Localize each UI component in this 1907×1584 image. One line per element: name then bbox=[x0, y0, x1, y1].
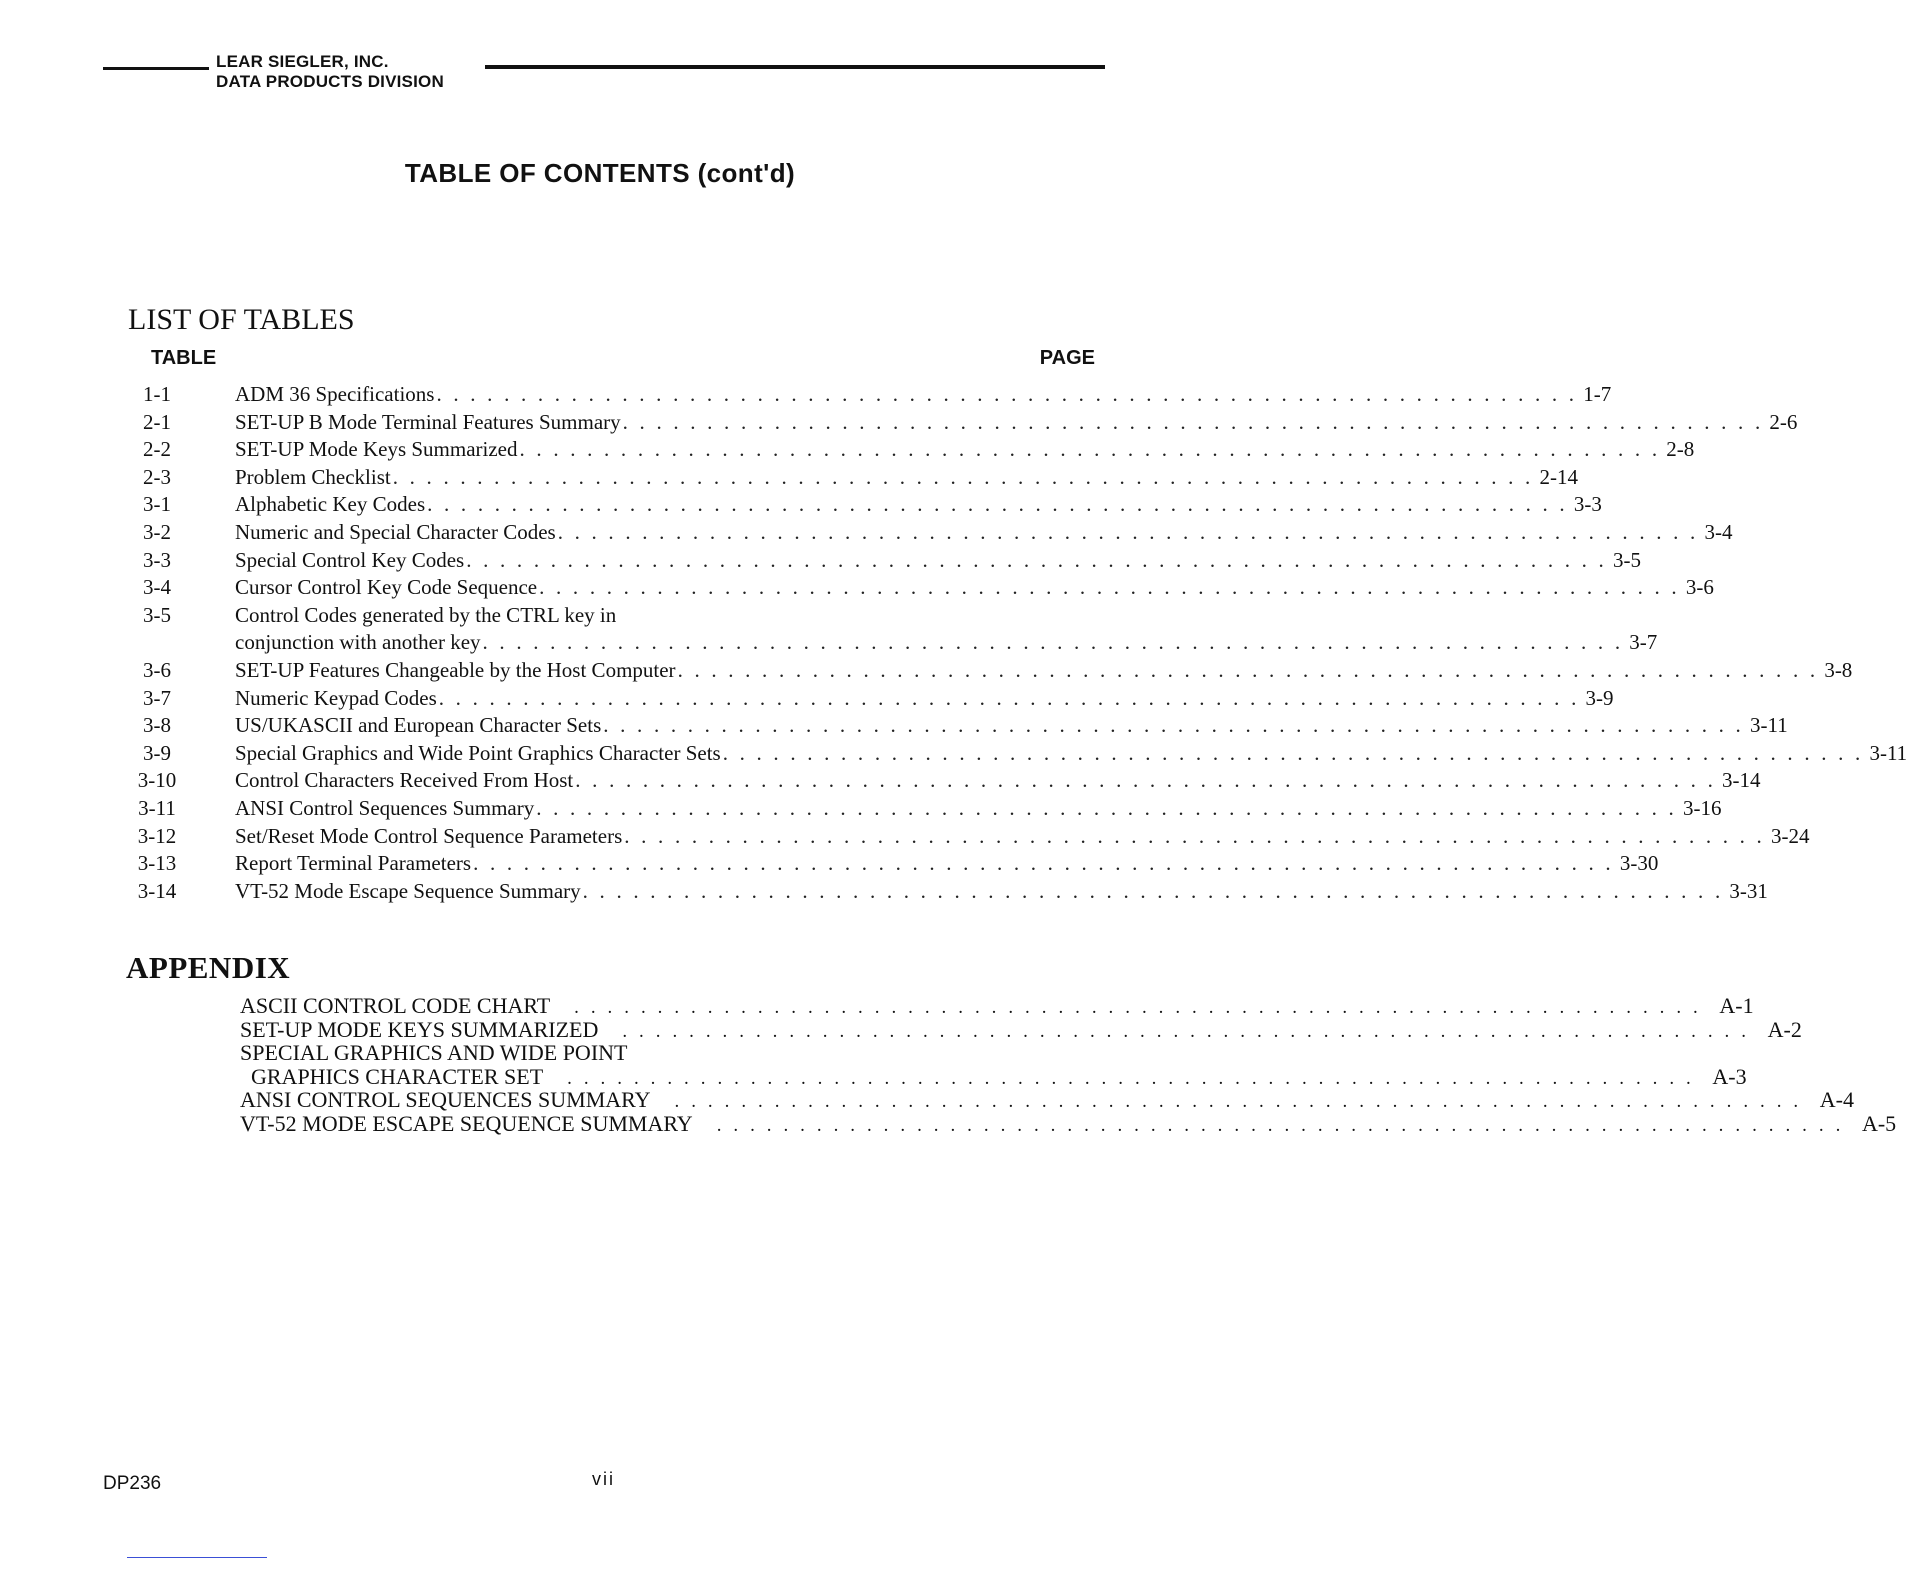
appendix-list bbox=[240, 993, 1897, 1136]
header-company: LEAR SIEGLER, INC. bbox=[216, 52, 389, 71]
appendix-row bbox=[240, 1016, 1802, 1042]
table-number: 3-3 bbox=[143, 547, 171, 572]
table-title: SET-UP B Mode Terminal Features Summary bbox=[235, 409, 621, 434]
table-number: 3-8 bbox=[143, 713, 171, 738]
appendix-title: VT-52 MODE ESCAPE SEQUENCE SUMMARY bbox=[240, 1110, 693, 1136]
table-page: 2-8 bbox=[1666, 437, 1695, 462]
table-row bbox=[128, 795, 1722, 823]
dot-leader: . . . . . . . . . . . . . . . . . . . . . . . . . . . . . . . . . . . . . . . . . . . . . . . . . . . . . . . . . . . . . . . . . . . . bbox=[539, 575, 1680, 600]
table-page: 2-6 bbox=[1769, 409, 1798, 434]
appendix-page: A-2 bbox=[1767, 1016, 1802, 1042]
table-number: 3-14 bbox=[137, 878, 177, 903]
dot-leader: . . . . . . . . . . . . . . . . . . . . . . . . . . . . . . . . . . . . . . . . . . . . . . . . . . . . . . . . . . . . . . . . . . . . bbox=[536, 795, 1677, 820]
page-number: vii bbox=[592, 1469, 615, 1489]
table-row bbox=[128, 409, 1798, 437]
table-title: Control Codes generated by the CTRL key in bbox=[235, 602, 617, 627]
table-number: 3-5 bbox=[143, 602, 171, 627]
table-row bbox=[128, 491, 1602, 519]
table-entry bbox=[235, 436, 1695, 464]
table-number: 3-6 bbox=[143, 657, 171, 682]
appendix-page: A-4 bbox=[1819, 1087, 1854, 1112]
page-title: TABLE OF CONTENTS (cont'd) bbox=[404, 158, 796, 188]
table-page: 3-3 bbox=[1573, 492, 1602, 517]
appendix-title: ASCII CONTROL CODE CHART bbox=[240, 993, 551, 1018]
appendix-row bbox=[240, 1087, 1854, 1112]
table-number: 3-13 bbox=[137, 851, 177, 876]
table-title: Special Graphics and Wide Point Graphics Character Sets bbox=[235, 740, 721, 765]
table-entry bbox=[235, 740, 1907, 768]
table-title: Numeric and Special Character Codes bbox=[235, 519, 556, 544]
table-row bbox=[128, 878, 1768, 906]
list-of-tables bbox=[128, 381, 1907, 905]
table-page: 3-31 bbox=[1729, 878, 1768, 903]
table-entry bbox=[235, 574, 1714, 602]
table-entry bbox=[235, 547, 1641, 575]
table-page: 3-16 bbox=[1682, 795, 1722, 820]
appendix-row bbox=[240, 993, 1754, 1018]
table-row bbox=[128, 850, 1659, 878]
table-number: 2-1 bbox=[143, 409, 171, 434]
table-number: 2-2 bbox=[143, 437, 171, 462]
table-title: Numeric Keypad Codes bbox=[235, 685, 437, 710]
appendix-title: ANSI CONTROL SEQUENCES SUMMARY bbox=[240, 1087, 651, 1112]
table-number: 3-2 bbox=[143, 519, 171, 544]
table-row bbox=[128, 547, 1641, 575]
table-entry bbox=[235, 464, 1578, 492]
table-title: ADM 36 Specifications bbox=[235, 382, 435, 406]
dot-leader: . . . . . . . . . . . . . . . . . . . . . . . . . . . . . . . . . . . . . . . . . . . . . . . . . . . . . . . . . . . . . . . . . . . . bbox=[674, 1091, 1802, 1112]
table-number: 3-12 bbox=[137, 823, 177, 848]
table-entry bbox=[235, 602, 1090, 630]
table-row bbox=[128, 602, 1090, 630]
dot-leader: . . . . . . . . . . . . . . . . . . . . . . . . . . . . . . . . . . . . . . . . . . . . . . . . . . . . . . . . . . . . . . . . . . . . bbox=[473, 851, 1614, 876]
table-entry bbox=[235, 657, 1853, 685]
table-title: conjunction with another key bbox=[235, 630, 481, 655]
table-page: 1-7 bbox=[1583, 382, 1612, 406]
header-division: DATA PRODUCTS DIVISION bbox=[216, 72, 444, 91]
dot-leader: . . . . . . . . . . . . . . . . . . . . . . . . . . . . . . . . . . . . . . . . . . . . . . . . . . . . . . . . . . . . . . . . . . . . bbox=[722, 740, 1864, 765]
table-title: US/UKASCII and European Character Sets bbox=[235, 713, 602, 738]
table-title: SET-UP Mode Keys Summarized bbox=[235, 437, 518, 462]
dot-leader: . . . . . . . . . . . . . . . . . . . . . . . . . . . . . . . . . . . . . . . . . . . . . . . . . . . . . . . . . . . . . . . . . . . . bbox=[436, 382, 1578, 406]
table-number: 3-1 bbox=[143, 492, 171, 517]
table-row bbox=[128, 519, 1733, 547]
list-of-tables-heading: LIST OF TABLES bbox=[128, 303, 355, 336]
table-title: Special Control Key Codes bbox=[235, 547, 465, 572]
dot-leader: . . . . . . . . . . . . . . . . . . . . . . . . . . . . . . . . . . . . . . . . . . . . . . . . . . . . . . . . . . . . . . . . . . . . bbox=[622, 409, 1764, 434]
table-page: 3-5 bbox=[1612, 547, 1641, 572]
table-row bbox=[128, 740, 1907, 768]
appendix-page: A-1 bbox=[1719, 993, 1754, 1018]
table-entry bbox=[235, 629, 1658, 657]
dot-leader: . . . . . . . . . . . . . . . . . . . . . . . . . . . . . . . . . . . . . . . . . . . . . . . . . . . . . . . . . . . . . . . . . . . . bbox=[427, 492, 1568, 517]
table-page: 3-8 bbox=[1824, 657, 1853, 682]
table-page: 3-7 bbox=[1629, 630, 1658, 655]
table-page: 3-9 bbox=[1585, 685, 1614, 710]
dot-leader: . . . . . . . . . . . . . . . . . . . . . . . . . . . . . . . . . . . . . . . . . . . . . . . . . . . . . . . . . . . . . . . . . . . . bbox=[438, 685, 1580, 710]
table-entry bbox=[235, 409, 1798, 437]
dot-leader: . . . . . . . . . . . . . . . . . . . . . . . . . . . . . . . . . . . . . . . . . . . . . . . . . . . . . . . . . . . . . . . . . . . . bbox=[582, 878, 1724, 903]
table-number: 3-9 bbox=[143, 740, 171, 765]
table-entry bbox=[235, 685, 1614, 713]
dot-leader: . . . . . . . . . . . . . . . . . . . . . . . . . . . . . . . . . . . . . . . . . . . . . . . . . . . . . . . . . . . . . . . . . . . . bbox=[519, 437, 1661, 462]
appendix-page: A-5 bbox=[1861, 1110, 1897, 1136]
table-entry bbox=[235, 795, 1722, 823]
table-number: 3-7 bbox=[143, 685, 171, 710]
table-entry bbox=[235, 850, 1659, 878]
appendix-page: A-3 bbox=[1712, 1063, 1747, 1089]
table-page: 2-14 bbox=[1539, 464, 1578, 489]
table-row bbox=[128, 574, 1714, 602]
appendix-row bbox=[240, 1063, 1747, 1089]
column-header-page: PAGE bbox=[1039, 347, 1095, 369]
dot-leader: . . . . . . . . . . . . . . . . . . . . . . . . . . . . . . . . . . . . . . . . . . . . . . . . . . . . . . . . . . . . . . . . . . . . bbox=[392, 464, 1534, 489]
table-title: Set/Reset Mode Control Sequence Parameters bbox=[235, 823, 623, 848]
dot-leader: . . . . . . . . . . . . . . . . . . . . . . . . . . . . . . . . . . . . . . . . . . . . . . . . . . . . . . . . . . . . . . . . . . . . bbox=[574, 997, 1702, 1018]
table-row bbox=[128, 629, 1658, 657]
table-page: 3-4 bbox=[1704, 519, 1733, 544]
dot-leader: . . . . . . . . . . . . . . . . . . . . . . . . . . . . . . . . . . . . . . . . . . . . . . . . . . . . . . . . . . . . . . . . . . . . bbox=[677, 657, 1819, 682]
dot-leader: . . . . . . . . . . . . . . . . . . . . . . . . . . . . . . . . . . . . . . . . . . . . . . . . . . . . . . . . . . . . . . . . . . . . bbox=[624, 823, 1765, 848]
table-page: 3-11 bbox=[1750, 713, 1788, 738]
table-page: 3-11 bbox=[1869, 740, 1907, 765]
table-row bbox=[128, 685, 1614, 713]
table-entry bbox=[235, 381, 1612, 409]
appendix-title: GRAPHICS CHARACTER SET bbox=[251, 1063, 544, 1089]
table-entry bbox=[235, 823, 1810, 851]
table-entry bbox=[235, 519, 1733, 547]
table-title: ANSI Control Sequences Summary bbox=[235, 795, 535, 820]
table-number: 2-3 bbox=[143, 464, 171, 489]
table-number: 3-10 bbox=[137, 768, 177, 793]
table-title: Problem Checklist bbox=[235, 464, 391, 489]
appendix-heading: APPENDIX bbox=[126, 950, 291, 985]
table-row bbox=[128, 464, 1578, 492]
table-row bbox=[128, 712, 1788, 740]
table-entry bbox=[235, 767, 1761, 795]
table-title: Alphabetic Key Codes bbox=[235, 492, 426, 517]
table-row bbox=[128, 381, 1612, 409]
table-row bbox=[128, 767, 1761, 795]
dot-leader: . . . . . . . . . . . . . . . . . . . . . . . . . . . . . . . . . . . . . . . . . . . . . . . . . . . . . . . . . . . . . . . . . . . . bbox=[482, 630, 1624, 655]
table-number: 3-11 bbox=[138, 795, 176, 820]
dot-leader: . . . . . . . . . . . . . . . . . . . . . . . . . . . . . . . . . . . . . . . . . . . . . . . . . . . . . . . . . . . . . . . . . . . . bbox=[466, 547, 1607, 572]
dot-leader: . . . . . . . . . . . . . . . . . . . . . . . . . . . . . . . . . . . . . . . . . . . . . . . . . . . . . . . . . . . . . . . . . . . . bbox=[603, 713, 1744, 738]
dot-leader: . . . . . . . . . . . . . . . . . . . . . . . . . . . . . . . . . . . . . . . . . . . . . . . . . . . . . . . . . . . . . . . . . . . . bbox=[557, 519, 1699, 544]
table-title: Cursor Control Key Code Sequence bbox=[235, 575, 538, 600]
column-header-table: TABLE bbox=[151, 347, 217, 369]
appendix-row bbox=[240, 1110, 1897, 1136]
header-rule-left bbox=[103, 67, 209, 70]
table-number: 1-1 bbox=[143, 382, 171, 406]
table-page: 3-24 bbox=[1771, 823, 1810, 848]
dot-leader: . . . . . . . . . . . . . . . . . . . . . . . . . . . . . . . . . . . . . . . . . . . . . . . . . . . . . . . . . . . . . . . . . . . . bbox=[622, 1020, 1750, 1042]
table-row bbox=[128, 657, 1853, 685]
table-row bbox=[128, 436, 1695, 464]
table-number: 3-4 bbox=[143, 575, 171, 600]
table-entry bbox=[235, 878, 1768, 906]
table-title: SET-UP Features Changeable by the Host Computer bbox=[235, 657, 676, 682]
header-rule-right bbox=[485, 65, 1105, 69]
table-entry bbox=[235, 712, 1788, 740]
document-code: DP236 bbox=[103, 1473, 162, 1494]
dot-leader: . . . . . . . . . . . . . . . . . . . . . . . . . . . . . . . . . . . . . . . . . . . . . . . . . . . . . . . . . . . . . . . . . . . . bbox=[567, 1067, 1695, 1089]
table-row bbox=[128, 823, 1810, 851]
table-page: 3-30 bbox=[1619, 851, 1659, 876]
dot-leader: . . . . . . . . . . . . . . . . . . . . . . . . . . . . . . . . . . . . . . . . . . . . . . . . . . . . . . . . . . . . . . . . . . . . bbox=[575, 768, 1717, 793]
bottom-edge-mark bbox=[127, 1557, 267, 1558]
table-page: 3-6 bbox=[1685, 575, 1714, 600]
table-title: Report Terminal Parameters bbox=[235, 851, 472, 876]
table-page: 3-14 bbox=[1722, 768, 1761, 793]
appendix-title: SET-UP MODE KEYS SUMMARIZED bbox=[240, 1016, 599, 1042]
table-entry bbox=[235, 491, 1602, 519]
dot-leader: . . . . . . . . . . . . . . . . . . . . . . . . . . . . . . . . . . . . . . . . . . . . . . . . . . . . . . . . . . . . . . . . . . . . bbox=[716, 1114, 1844, 1136]
table-title: VT-52 Mode Escape Sequence Summary bbox=[235, 878, 581, 903]
appendix-title: SPECIAL GRAPHICS AND WIDE POINT bbox=[240, 1040, 628, 1065]
appendix-row bbox=[240, 1041, 1084, 1065]
table-title: Control Characters Received From Host bbox=[235, 768, 574, 793]
